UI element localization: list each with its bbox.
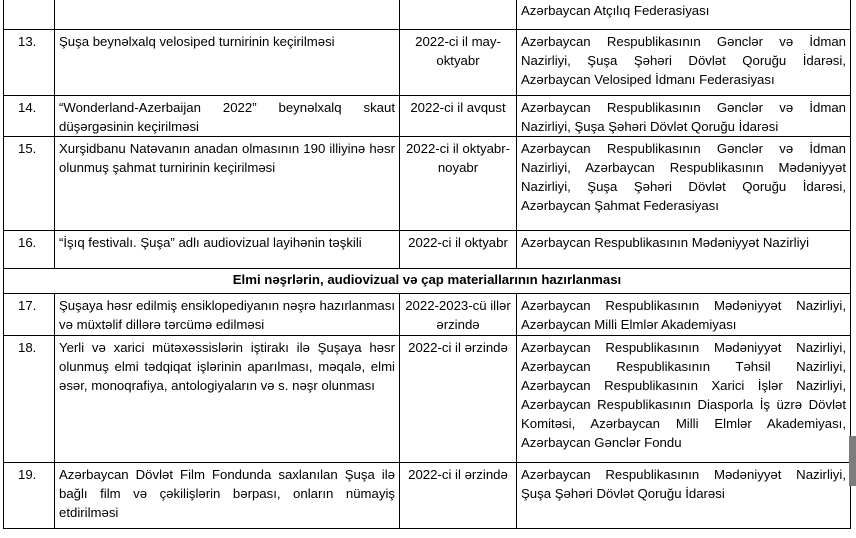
row-number	[4, 0, 55, 30]
row-description: “İşıq festivalı. Şuşa” adlı audiovizual layihənin təşkili	[55, 231, 400, 269]
row-period: 2022-ci il ərzində	[400, 336, 517, 463]
table-row	[4, 137, 851, 231]
row-description: Xurşidbanu Natəvanın anadan olmasının 190 illiyinə həsr olunmuş şahmat turnirinin keçirilməsi	[55, 137, 400, 231]
row-number: 18.	[4, 336, 55, 463]
row-executor: Azərbaycan Respublikasının Mədəniyyət Nazirliyi, Azərbaycan Milli Elmlər Akademiyası	[517, 294, 851, 336]
row-number: 16.	[4, 231, 55, 269]
row-executor: Azərbaycan Respublikasının Gənclər və İdman Nazirliyi, Azərbaycan Respublikasının Mədəniyyət Nazirliyi, Şuşa Şəhəri Dövlət Qoruğu İdarəsi, Azərbaycan Şahmat Federasiyası	[517, 137, 851, 231]
row-description: “Wonderland-Azerbaijan 2022” beynəlxalq skaut düşərgəsinin keçirilməsi	[55, 96, 400, 137]
row-executor: Azərbaycan Respublikasının Mədəniyyət Nazirliyi, Şuşa Şəhəri Dövlət Qoruğu İdarəsi	[517, 463, 851, 529]
table-row	[4, 294, 851, 336]
table-row	[4, 231, 851, 269]
row-number: 14.	[4, 96, 55, 137]
table-row	[4, 96, 851, 137]
section-heading: Elmi nəşrlərin, audiovizual və çap materiallarının hazırlanması	[4, 269, 851, 294]
row-description: Şuşaya həsr edilmiş ensiklopediyanın nəşrə hazırlanması və müxtəlif dillərə tərcümə edilməsi	[55, 294, 400, 336]
row-description: Azərbaycan Dövlət Film Fondunda saxlanılan Şuşa ilə bağlı film və çəkilişlərin bərpası, onların nümayiş etdirilməsi	[55, 463, 400, 529]
table-row	[4, 30, 851, 96]
row-description: Yerli və xarici mütəxəssislərin iştirakı ilə Şuşaya həsr olunmuş elmi tədqiqat işlərinin aparılması, məqalə, elmi əsər, monoqrafiya, antologiyaların və s. nəşr olunması	[55, 336, 400, 463]
section-row	[4, 269, 851, 294]
row-number: 13.	[4, 30, 55, 96]
row-number: 19.	[4, 463, 55, 529]
row-period: 2022-ci il ərzində	[400, 463, 517, 529]
row-executor: Azərbaycan Respublikasının Mədəniyyət Nazirliyi	[517, 231, 851, 269]
row-executor: Azərbaycan Respublikasının Gənclər və İdman Nazirliyi, Şuşa Şəhəri Dövlət Qoruğu İdarəsi, Azərbaycan Velosiped İdmanı Federasiyası	[517, 30, 851, 96]
row-description	[55, 0, 400, 30]
row-number: 15.	[4, 137, 55, 231]
row-executor: Azərbaycan Respublikasının Mədəniyyət Nazirliyi, Azərbaycan Respublikasının Təhsil Nazirliyi, Azərbaycan Respublikasının Xarici İşlər Nazirliyi, Azərbaycan Respublikasının Diasporla İş üzrə Dövlət Komitəsi, Azərbaycan Milli Elmlər Akademiyası, Azərbaycan Gənclər Fondu	[517, 336, 851, 463]
row-description: Şuşa beynəlxalq velosiped turnirinin keçirilməsi	[55, 30, 400, 96]
events-table	[3, 0, 851, 529]
row-period: 2022-ci il oktyabr	[400, 231, 517, 269]
row-number: 17.	[4, 294, 55, 336]
row-period: 2022-ci il avqust	[400, 96, 517, 137]
row-period: 2022-2023-cü illər ərzində	[400, 294, 517, 336]
row-period: 2022-ci il may-oktyabr	[400, 30, 517, 96]
table-row	[4, 336, 851, 463]
row-period	[400, 0, 517, 30]
table-row	[4, 0, 851, 30]
row-period: 2022-ci il oktyabr-noyabr	[400, 137, 517, 231]
row-executor: Azərbaycan Atçılıq Federasiyası	[517, 0, 851, 30]
scrollbar-thumb[interactable]	[849, 436, 856, 486]
table-row	[4, 463, 851, 529]
row-executor: Azərbaycan Respublikasının Gənclər və İdman Nazirliyi, Şuşa Şəhəri Dövlət Qoruğu İdarəsi	[517, 96, 851, 137]
